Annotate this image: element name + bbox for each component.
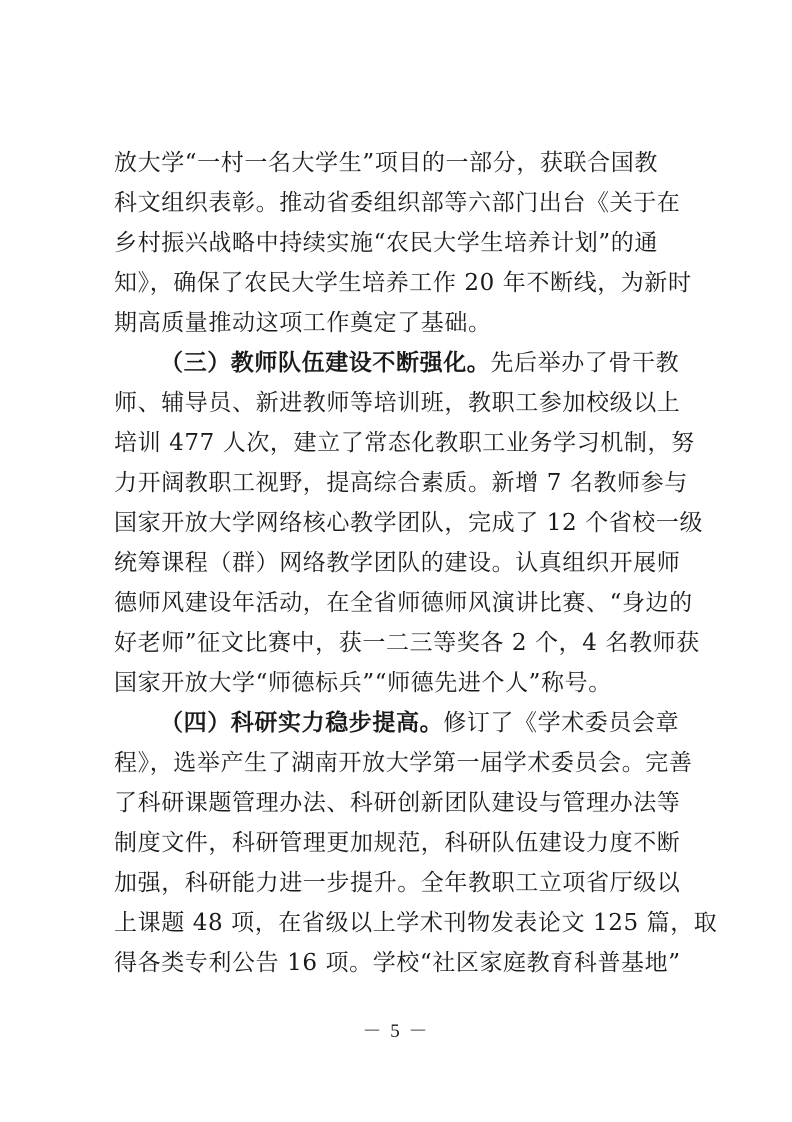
- text-line: 国家开放大学网络核心教学团队，完成了 12 个省校一级: [114, 510, 704, 536]
- page-number: － 5 －: [362, 1021, 430, 1042]
- text-line: 知》，确保了农民大学生培养工作 20 年不断线，为新时: [114, 270, 692, 296]
- section-4-first-line: [114, 703, 694, 743]
- section-3-first-line: [114, 343, 694, 383]
- text-line: 程》，选举产生了湖南开放大学第一届学术委员会。完善: [114, 750, 693, 776]
- text-line: 国家开放大学“师德标兵”“师德先进个人”称号。: [114, 670, 612, 696]
- text-line: 放大学“一村一名大学生”项目的一部分，获联合国教: [114, 150, 658, 176]
- section-3-first-line-text: 先后举办了骨干教: [490, 350, 680, 376]
- text-line: 好老师”征文比赛中，获一二三等奖各 2 个，4 名教师获: [114, 630, 700, 656]
- text-line: 上课题 48 项，在省级以上学术刊物发表论文 125 篇，取: [114, 910, 718, 936]
- text-line: 师、辅导员、新进教师等培训班，教职工参加校级以上: [114, 390, 681, 416]
- text-line: 乡村振兴战略中持续实施“农民大学生培养计划”的通: [114, 230, 658, 256]
- text-line: 了科研课题管理办法、科研创新团队建设与管理办法等: [114, 790, 681, 816]
- text-line: 力开阔教职工视野，提高综合素质。新增 7 名教师参与: [114, 470, 688, 496]
- text-line: 得各类专利公告 16 项。学校“社区家庭教育科普基地”: [114, 950, 681, 976]
- section-3-heading: （三）教师队伍建设不断强化。: [160, 350, 491, 376]
- text-line: 德师风建设年活动，在全省师德师风演讲比赛、“身边的: [114, 590, 693, 616]
- section-4-first-line-text: 修订了《学术委员会章: [443, 710, 680, 736]
- text-line: 加强，科研能力进一步提升。全年教职工立项省厅级以: [114, 870, 681, 896]
- section-4-heading: （四）科研实力稳步提高。: [160, 710, 444, 736]
- text-line: 期高质量推动这项工作奠定了基础。: [114, 310, 492, 336]
- text-line: 制度文件，科研管理更加规范，科研队伍建设力度不断: [114, 830, 681, 856]
- text-line: 统筹课程（群）网络教学团队的建设。认真组织开展师: [114, 550, 681, 576]
- body-text: [114, 143, 718, 983]
- text-line: 科文组织表彰。推动省委组织部等六部门出台《关于在: [114, 190, 681, 216]
- text-line: 培训 477 人次，建立了常态化教职工业务学习机制，努: [114, 430, 695, 456]
